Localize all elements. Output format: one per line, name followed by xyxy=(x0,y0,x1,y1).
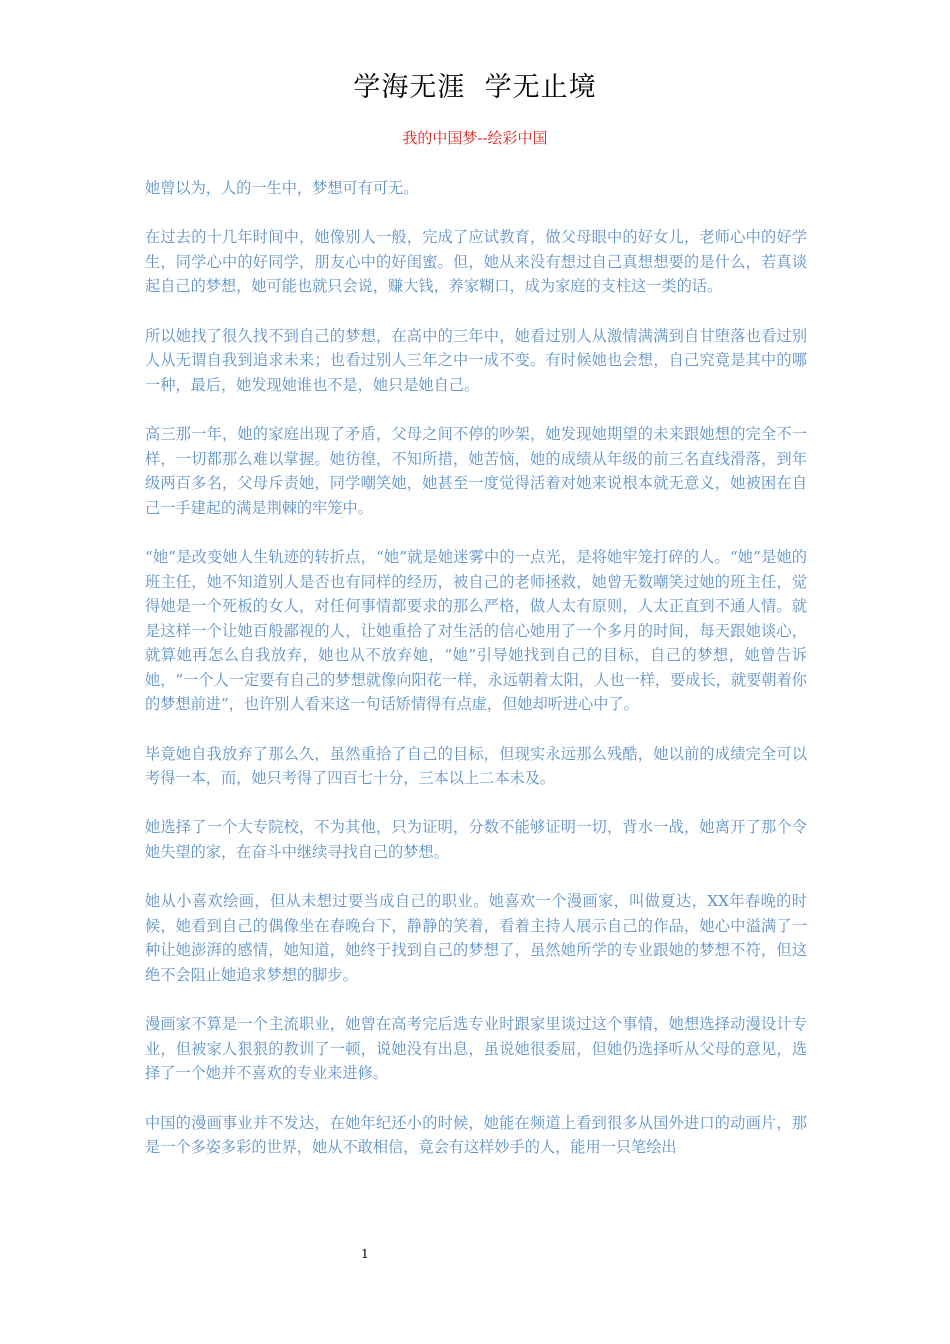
paragraph: 她选择了一个大专院校，不为其他，只为证明，分数不能够证明一切，背水一战，她离开了那个令她失望的家，在奋斗中继续寻找自己的梦想。 xyxy=(145,818,807,862)
paragraph: “她”是改变她人生轨迹的转折点，“她”就是她迷雾中的一点光，是将她牢笼打碎的人。“她”是她的班主任，她不知道别人是否也有同样的经历，被自己的老师拯救，她曾无数嘲笑过她的班主任，觉得她是一个死板的女人，对任何事情都要求的那么严格，做人太有原则，人太正直到不通人情。就是这样一个让她百般鄙视的人，让她重拾了对生活的信心她用了一个多月的时间，每天跟她谈心，就算她再怎么自我放弃，她也从不放弃她，“她”引导她找到自己的目标，自己的梦想，她曾告诉她，“一个人一定要有自己的梦想就像向阳花一样，永远朝着太阳，人也一样，要成长，就要朝着你的梦想前进”，也许别人看来这一句话矫情得有点虚，但她却听进心中了。 xyxy=(145,547,807,714)
paragraph: 她曾以为，人的一生中，梦想可有可无。 xyxy=(145,179,419,197)
paragraph: 在过去的十几年时间中，她像别人一般，完成了应试教育，做父母眼中的好女儿，老师心中的好学生，同学心中的好同学，朋友心中的好闺蜜。但，她从来没有想过自己真想想要的是什么，若真谈起自己的梦想，她可能也就只会说，赚大钱，养家糊口，成为家庭的支柱这一类的话。 xyxy=(145,228,807,296)
paragraph: 高三那一年，她的家庭出现了矛盾，父母之间不停的吵架，她发现她期望的未来跟她想的完全不一样，一切都那么难以掌握。她彷徨，不知所措，她苦恼，她的成绩从年级的前三名直线滑落，到年级两百多名，父母斥责她，同学嘲笑她，她甚至一度觉得活着对她来说根本就无意义，她被困在自己一手建起的满是荆棘的牢笼中。 xyxy=(145,424,807,517)
document-body xyxy=(145,176,807,1160)
paragraph: 毕竟她自我放弃了那么久，虽然重拾了自己的目标，但现实永远那么残酷，她以前的成绩完全可以考得一本，而，她只考得了四百七十分，三本以上二本未及。 xyxy=(145,744,807,788)
paragraph: 漫画家不算是一个主流职业，她曾在高考完后选专业时跟家里谈过这个事情，她想选择动漫设计专业，但被家人狠狠的教训了一顿，说她没有出息，虽说她很委屈，但她仍选择听从父母的意见，选择了一个她并不喜欢的专业来进修。 xyxy=(145,1015,807,1083)
page-number: 1 xyxy=(361,1247,369,1261)
paragraph: 她从小喜欢绘画，但从未想过要当成自己的职业。她喜欢一个漫画家，叫做夏达，XX年春晚的时候，她看到自己的偶像坐在春晚台下，静静的笑着，看着主持人展示自己的作品，她心中溢满了一种让她澎湃的感情，她知道，她终于找到自己的梦想了，虽然她所学的专业跟她的梦想不符，但这绝不会阻止她追求梦想的脚步。 xyxy=(145,892,807,984)
paragraph: 所以她找了很久找不到自己的梦想，在高中的三年中，她看过别人从激情满满到自甘堕落也看过别人从无谓自我到追求未来；也看过别人三年之中一成不变。有时候她也会想，自己究竟是其中的哪一种，最后，她发现她谁也不是，她只是她自己。 xyxy=(145,326,807,394)
document-title: 我的中国梦--绘彩中国 xyxy=(402,129,548,147)
paragraph: 中国的漫画事业并不发达，在她年纪还小的时候，她能在频道上看到很多从国外进口的动画片，那是一个多姿多彩的世界，她从不敢相信，竟会有这样妙手的人，能用一只笔绘出 xyxy=(145,1113,807,1157)
page-header-title: 学海无涯 学无止境 xyxy=(353,72,597,103)
